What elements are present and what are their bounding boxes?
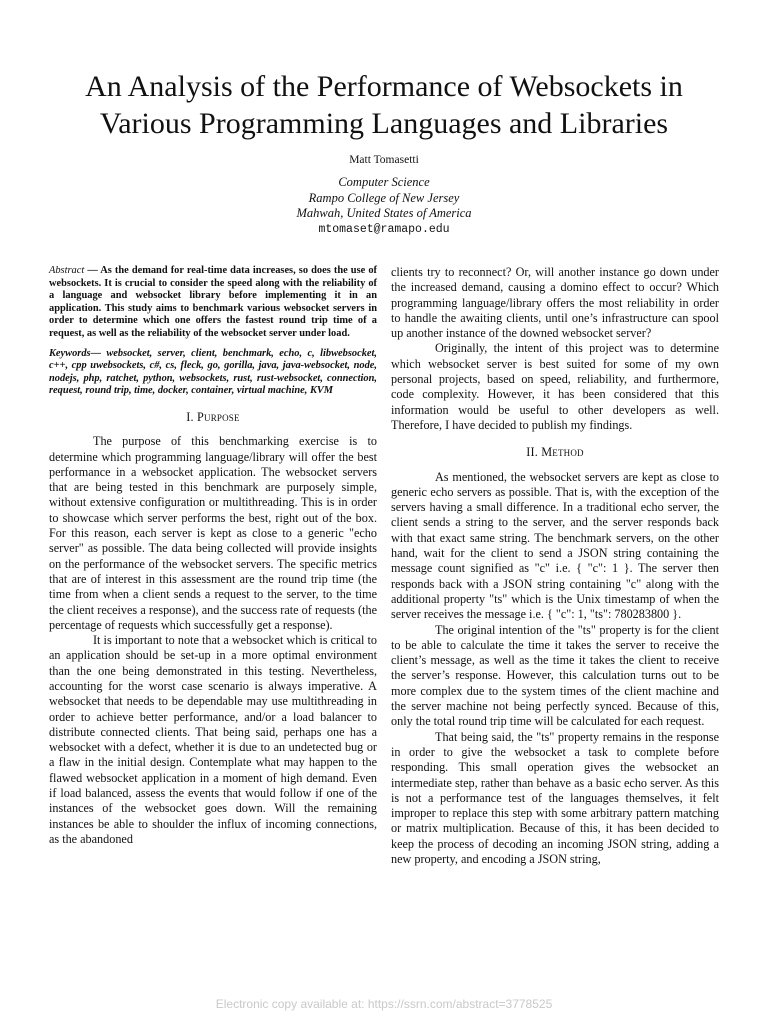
- paragraph: Originally, the intent of this project was to determine which websocket server is best suited for some of my own personal projects, based on speed, reliability, and furthermore, code complexity. However, it has been considered that this information would be useful to other developers as well. Therefore, I have decided to publish my findings.: [391, 341, 719, 432]
- author-affiliation: [0, 175, 768, 237]
- section-heading-purpose: I. Purpose: [186, 409, 240, 424]
- paragraph: It is important to note that a websocket which is critical to an application should be set-up in a more optimal environment than the one being demonstrated in this testing. Nevertheless, accounting for the worst case scenario is always imperative. A websocket that needs to be dependable may use multithreading in order to achieve better performance, and/or a load balancer to distribute connected clients. That being said, perhaps one has a websocket with a defect, whether it is due to an undetected bug or a flaw in the initial design. Contemplate what may happen to the flawed websocket application in a moment of high demand. Even if load balanced, assess the events that would follow if one of the instances of the websocket goes down. Will the remaining instances be able to shoulder the influx of incoming connections, as the abandoned: [49, 633, 377, 846]
- paper-title: An Analysis of the Performance of Websockets in Various Programming Languages and Libraries: [85, 70, 683, 140]
- section-heading-method: II. Method: [526, 445, 584, 460]
- paragraph: That being said, the "ts" property remains in the response in order to give the websocket a task to complete before responding. This small operation gives the websocket an intermediate step, rather than behave as a basic echo server. As this is not a performance test of the languages themselves, it felt improper to replace this step with some arbitrary pattern matching or matrix multiplication. Because of this, it has been decided to keep the process of decoding an incoming JSON string, adding a new property, and encoding a JSON string,: [391, 729, 719, 866]
- right-column: [391, 265, 719, 867]
- author-name: Matt Tomasetti: [349, 154, 419, 166]
- department: Computer Science: [338, 175, 430, 189]
- keywords: Keywords— websocket, server, client, benchmark, echo, c, libwebsocket, c++, cpp uwebsockets, c#, cs, fleck, go, gorilla, java, java-websocket, node, nodejs, php, ratchet, python, websockets, rust, rust-websocket, connection, request, round trip, time, docker, container, virtual machine, KVM: [49, 347, 377, 397]
- institution: Rampo College of New Jersey: [308, 190, 460, 205]
- abstract: [49, 265, 377, 341]
- location: Mahwah, United States of America: [296, 206, 472, 220]
- left-column: [49, 265, 377, 847]
- author-email: mtomaset@ramapo.edu: [318, 222, 450, 236]
- abstract-lead: Abstract: [49, 265, 85, 276]
- ssrn-footer: Electronic copy available at: https://ssrn.com/abstract=3778525: [215, 997, 553, 1011]
- paragraph: As mentioned, the websocket servers are kept as close to generic echo servers as possible. That is, with the exception of the servers having a small difference. In a traditional echo server, the client sends a string to the server, and the server responds back with that exact same string. The benchmark servers, on the other hand, wait for the client to send a JSON string containing the message count signified as "c" i.e. { "c": 1 }. The server then responds back with a JSON string containing "c" along with the additional property "ts" which is the Unix timestamp of when the server receives the message i.e. { "c": 1, "ts": 780283800 }.: [391, 469, 719, 622]
- paragraph: The purpose of this benchmarking exercise is to determine which programming language/library will offer the best performance in a websocket application. The websocket servers that are being tested in this benchmark are purposely simple, without extensive configuration or multithreading. This is in order to showcase which server performs the best, right out of the box. For this reason, each server is kept as close to a generic "echo server" as possible. The data being collected will provide insights on the performance of the websocket servers. The specific metrics that are of interest in this assessment are the round trip time (the time from when a client sends a request to the server, to the time the client receives a response), and the success rate of requests (the percentage of requests which successfully get a response).: [49, 434, 377, 632]
- paragraph: The original intention of the "ts" property is for the client to be able to calculate the time it takes the server to receive the client’s message, as well as the time it takes the client to receive the server’s response. However, this calculation turns out to be more complex due to the system times of the client machine and the server machine not being perfectly synced. Because of this, only the total round trip time will be calculated for each request.: [391, 622, 719, 729]
- abstract-text: — As the demand for real-time data increases, so does the use of websockets. It is crucial to consider the speed along with the reliability of a language and websocket library before implementing it in an application. This study aims to benchmark various websocket servers in order to determine which one offers the fastest round trip time of a request, as well as the reliability of the websocket server under load.: [49, 265, 377, 339]
- paragraph: clients try to reconnect? Or, will another instance go down under the increased demand, causing a domino effect to occur? Which programming language/library offers the most reliability in order to handle the awaiting clients, until one’s infrastructure can spool up another instance of the downed websocket server?: [391, 265, 719, 341]
